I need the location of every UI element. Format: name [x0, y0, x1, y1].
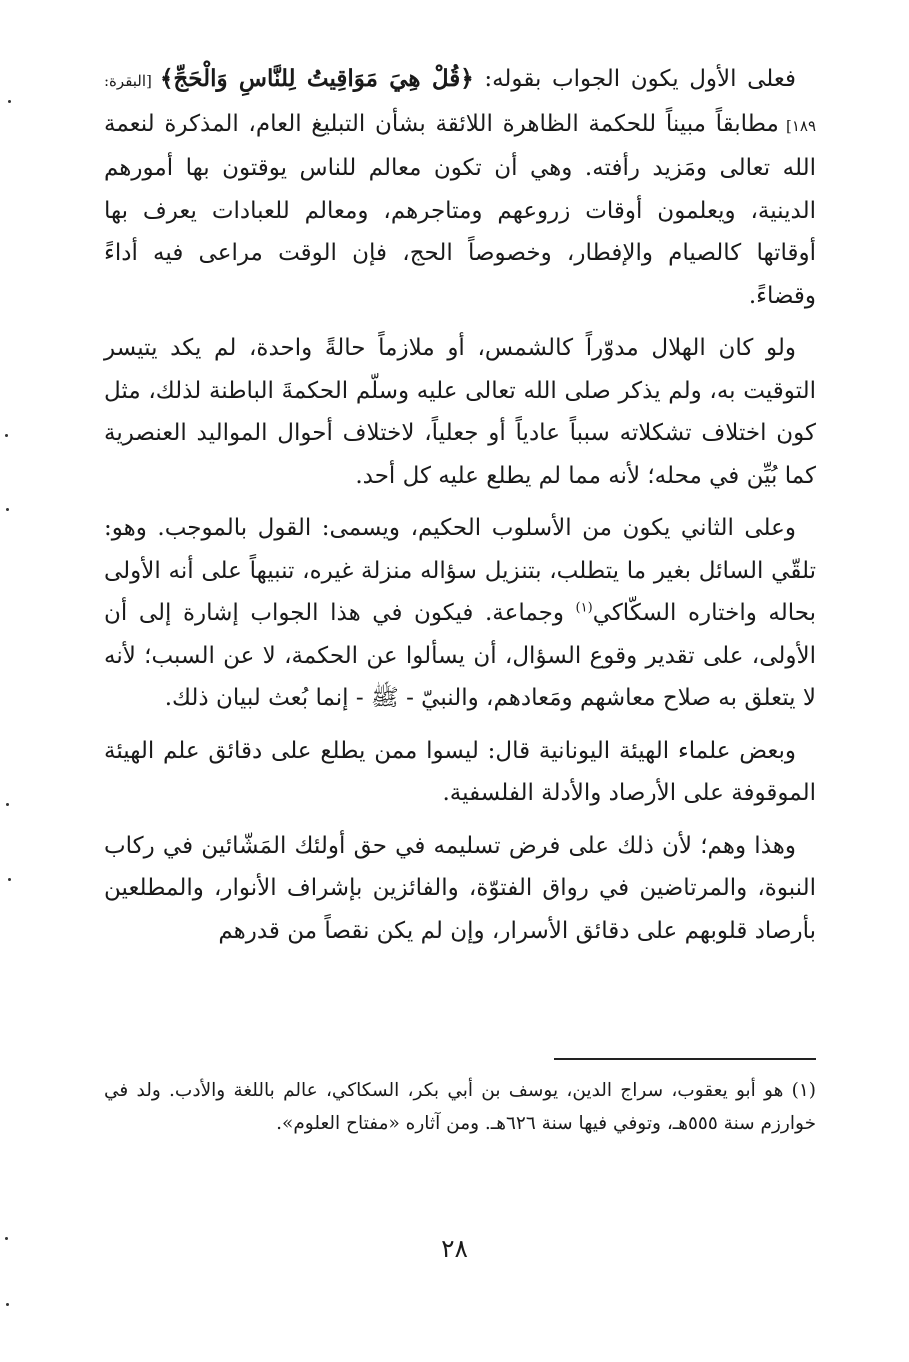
quran-verse: ﴿قُلْ هِيَ مَوَاقِيتُ لِلنَّاسِ وَالْحَجِّ﴾: [159, 65, 474, 92]
scan-speck: [5, 434, 8, 437]
paragraph-2: ولو كان الهلال مدوّراً كالشمس، أو ملازماً حالةً واحدة، لم يكد يتيسر التوقيت به، ولم يذكر صلى الله تعالى عليه وسلّم الحكمةَ الباطنة لذلك، مثل كون اختلاف تشكلاته سبباً عادياً أو جعلياً، لاختلاف أحوال المواليد العنصرية كما بُيِّن في محله؛ لأنه مما لم يطلع عليه كل أحد.: [104, 335, 816, 489]
paragraph-3: [104, 507, 816, 720]
scan-speck: [8, 100, 11, 103]
footnote: (١) هو أبو يعقوب، سراج الدين، يوسف بن أبي بكر، السكاكي، عالم باللغة والأدب. ولد في خوارزم سنة ٥٥٥هـ، وتوفي فيها سنة ٦٢٦هـ. ومن آثاره «مفتاح العلوم».: [104, 1080, 816, 1134]
verse-reference: [البقرة: ١٨٩]: [104, 72, 816, 135]
paragraph-3-before-note: وعلى الثاني يكون من الأسلوب الحكيم، ويسمى: القول بالموجب. وهو: تلقّي السائل بغير ما يتطلب، بتنزيل سؤاله منزلة غيره، تنبيهاً على أنه الأولى بحاله واختاره السكّاكي: [104, 515, 816, 626]
paragraph-4: وبعض علماء الهيئة اليونانية قال: ليسوا ممن يطلع على دقائق علم الهيئة الموقوفة على الأرصاد والأدلة الفلسفية.: [104, 737, 816, 806]
paragraph-3-after-note: وجماعة. فيكون في هذا الجواب إشارة إلى أن الأولى، على تقدير وقوع السؤال، أن يسألوا عن الحكمة، لا عن السبب؛ لأنه لا يتعلق به صلاح معاشهم ومَعادهم، والنبيّ - ﷺ - إنما بُعث لبيان ذلك.: [104, 600, 816, 711]
scan-speck: [8, 878, 11, 881]
scan-speck: [6, 1303, 9, 1306]
page-body: [104, 58, 816, 962]
scan-speck: [5, 1237, 8, 1240]
paragraph-1: [104, 58, 816, 317]
paragraph-1-lead: فعلى الأول يكون الجواب بقوله:: [473, 66, 796, 92]
paragraph-5: وهذا وهم؛ لأن ذلك على فرض تسليمه في حق أولئك المَشّائين في ركاب النبوة، والمرتاضين في رواق الفتوّة، والفائزين بإشراف الأنوار، والمطلعين بأرصاد قلوبهم على دقائق الأسرار، وإن لم يكن نقصاً من قدرهم: [104, 832, 816, 944]
footnote-divider: [554, 1058, 816, 1060]
scan-speck: [6, 508, 9, 511]
paragraph-1-rest: مطابقاً مبيناً للحكمة الظاهرة اللائقة بشأن التبليغ العام، المذكرة لنعمة الله تعالى ومَزيد رأفته. وهي أن تكون معالم للناس يوقتون بها أمورهم الدينية، ويعلمون أوقات زروعهم ومتاجرهم، ومعالم للعبادات يعرف بها أوقاتها كالصيام والإفطار، وخصوصاً الحج، فإن الوقت مراعى فيه أداءً وقضاءً.: [104, 110, 816, 309]
scan-speck: [6, 803, 9, 806]
page-number: ٢٨: [441, 1234, 468, 1263]
footnote-marker[interactable]: (١): [575, 600, 593, 616]
